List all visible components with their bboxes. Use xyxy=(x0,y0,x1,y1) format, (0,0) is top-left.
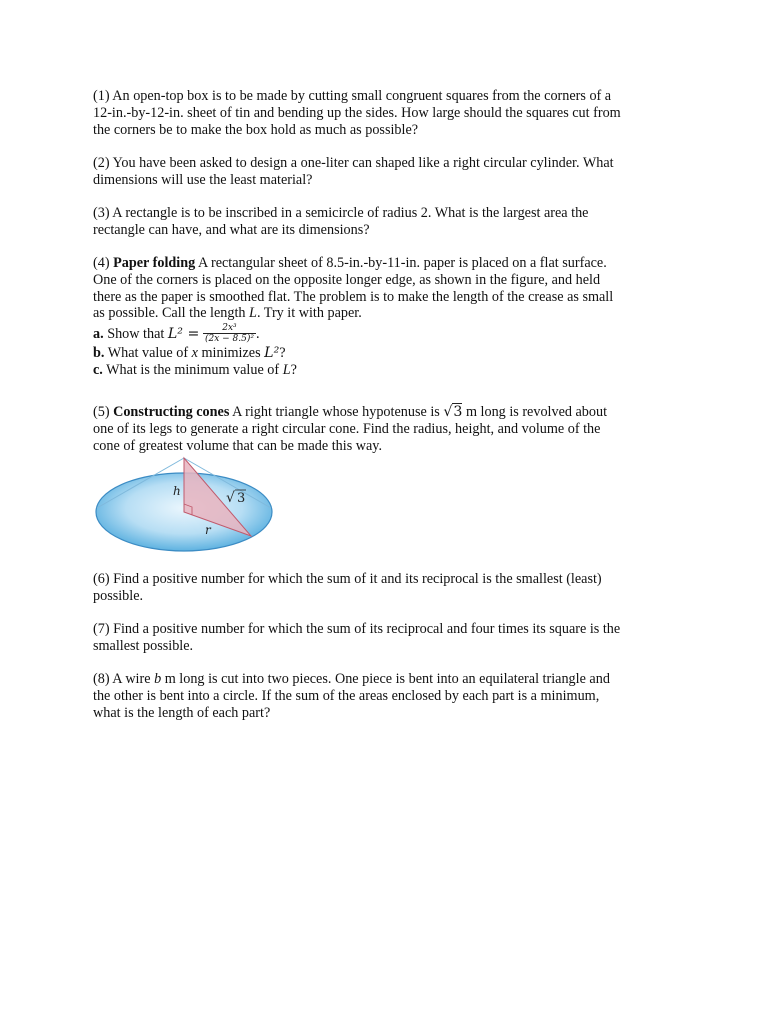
part-b-expr: L² xyxy=(264,345,280,362)
problem-1-line: (1) An open-top box is to be made by cutting small congruent squares from the corners of a xyxy=(93,88,612,104)
fraction-denominator: (2x − 8.5)² xyxy=(204,334,254,345)
part-a-lhs: L² = xyxy=(167,325,200,342)
problem-4-line-1 xyxy=(93,255,683,272)
problem-8-text: m long is cut into two pieces. One piece is bent into an equilateral triangle and xyxy=(164,671,610,687)
problem-4-line xyxy=(93,305,683,322)
problem-4-part-a xyxy=(93,324,683,345)
problem-1-line: 12-in.-by-12-in. sheet of tin and bending up the sides. How large should the squares cut from xyxy=(93,104,621,121)
problem-2 xyxy=(93,155,683,189)
problem-4 xyxy=(93,255,683,379)
sqrt-3 xyxy=(443,403,462,420)
variable-b: b xyxy=(154,671,162,687)
problem-3-line: rectangle can have, and what are its dimensions? xyxy=(93,221,370,238)
cone-figure xyxy=(93,452,278,554)
problem-5 xyxy=(93,404,683,454)
problem-4-text: . Try it with paper. xyxy=(256,305,362,322)
part-b-text: minimizes xyxy=(201,345,261,362)
part-a-fraction xyxy=(203,323,256,344)
sqrt-sign: √ xyxy=(443,404,453,420)
problem-6-line: possible. xyxy=(93,587,144,604)
problem-1 xyxy=(93,88,683,138)
problem-4-text: as possible. Call the length xyxy=(93,305,246,322)
height-label: h xyxy=(173,484,181,498)
problem-5-line-1 xyxy=(93,404,683,421)
part-b-end: ? xyxy=(279,345,286,362)
problem-8 xyxy=(93,671,683,721)
radius-label: r xyxy=(205,523,211,537)
problem-5-text: m long is revolved about xyxy=(465,404,608,420)
problem-5-heading: Constructing cones xyxy=(113,404,230,420)
part-b-text: What value of xyxy=(107,345,189,362)
problem-7-line: (7) Find a positive number for which the sum of its reciprocal and four times its square is the xyxy=(93,621,621,637)
problem-8-line-1 xyxy=(93,671,683,688)
problem-4-line: there as the paper is smoothed flat. The problem is to make the length of the crease as small xyxy=(93,288,614,305)
problem-6 xyxy=(93,571,683,605)
problem-8-text: (8) A wire xyxy=(93,671,151,687)
problem-7-line: smallest possible. xyxy=(93,637,194,654)
part-b-label: b. xyxy=(93,345,105,362)
sqrt-radicand: 3 xyxy=(453,404,463,420)
problem-4-number: (4) xyxy=(93,255,110,271)
cone-diagram xyxy=(93,452,278,554)
part-c-end: ? xyxy=(290,361,297,378)
problem-4-line: One of the corners is placed on the opposite longer edge, as shown in the figure, and held xyxy=(93,271,601,288)
part-a-label: a. xyxy=(93,325,104,342)
problem-4-part-b xyxy=(93,345,683,362)
problem-8-line: the other is bent into a circle. If the sum of the areas enclosed by each part is a minimum, xyxy=(93,687,600,704)
hypotenuse-value: 3 xyxy=(237,491,246,506)
part-a-end: . xyxy=(255,325,260,342)
problem-3 xyxy=(93,205,683,239)
problem-4-part-c xyxy=(93,362,683,379)
problem-8-line: what is the length of each part? xyxy=(93,704,271,721)
problem-2-line: (2) You have been asked to design a one-liter can shaped like a right circular cylinder. What xyxy=(93,155,614,171)
problem-5-text: A right triangle whose hypotenuse is xyxy=(232,404,440,420)
problem-7 xyxy=(93,621,683,655)
problem-1-line: the corners be to make the box hold as much as possible? xyxy=(93,121,419,138)
problem-6-line: (6) Find a positive number for which the sum of it and its reciprocal is the smallest (least) xyxy=(93,571,602,587)
problem-3-line: (3) A rectangle is to be inscribed in a semicircle of radius 2. What is the largest area the xyxy=(93,205,589,221)
variable-x: x xyxy=(191,345,198,362)
problem-5-line: one of its legs to generate a right circular cone. Find the radius, height, and volume of the xyxy=(93,420,601,437)
problem-5-line: cone of greatest volume that can be made this way. xyxy=(93,437,383,454)
hypotenuse-sqrt-sign: √ xyxy=(226,490,235,506)
part-a-text: Show that xyxy=(107,325,165,342)
problem-4-text: A rectangular sheet of 8.5-in.-by-11-in. paper is placed on a flat surface. xyxy=(197,255,607,271)
variable-l: L xyxy=(282,361,291,378)
part-c-text: What is the minimum value of xyxy=(106,361,280,378)
problem-5-number: (5) xyxy=(93,404,110,420)
part-c-label: c. xyxy=(93,361,103,378)
problem-4-heading: Paper folding xyxy=(113,255,196,271)
variable-l: L xyxy=(249,305,257,322)
fraction-numerator: 2x³ xyxy=(203,323,256,334)
problem-2-line: dimensions will use the least material? xyxy=(93,171,313,188)
